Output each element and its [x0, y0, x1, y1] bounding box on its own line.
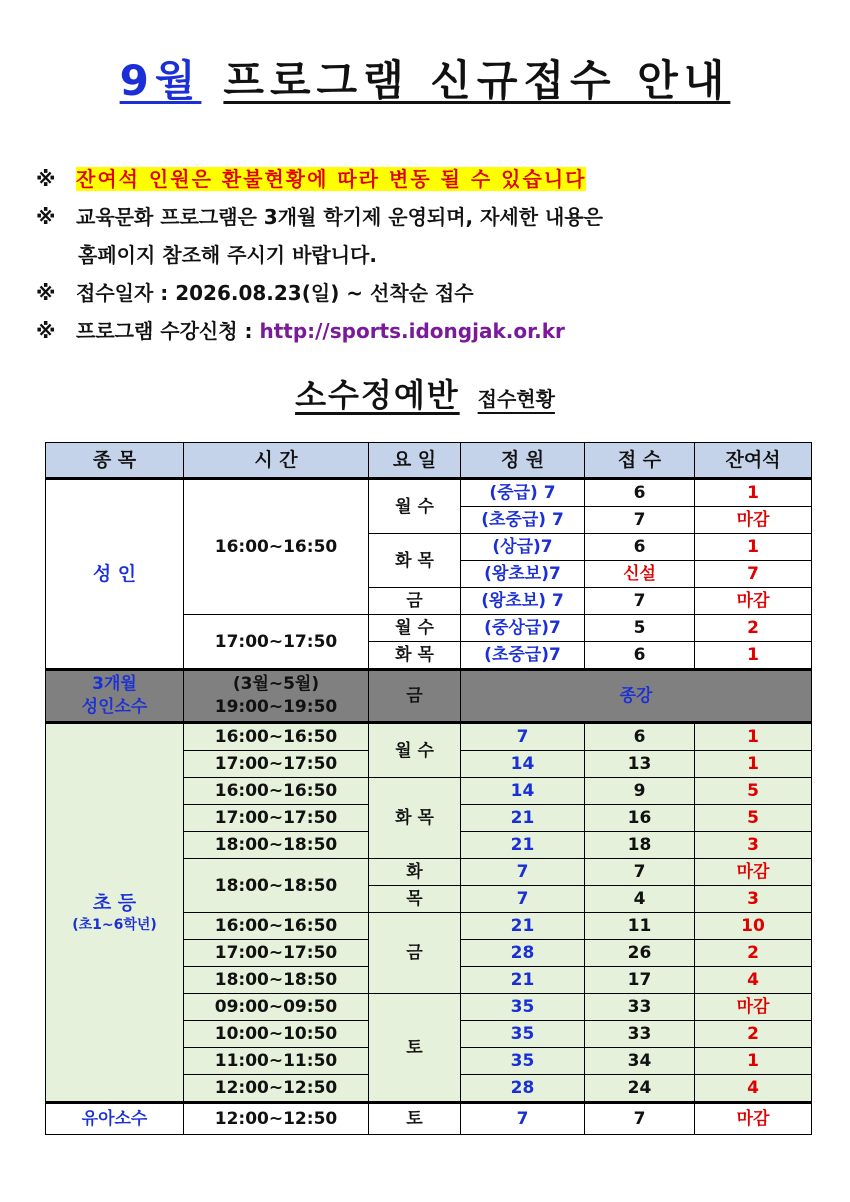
capacity-cell: 21: [461, 832, 585, 859]
day-cell: 금: [369, 670, 461, 723]
reference-mark: ※: [36, 281, 56, 305]
category-adult: 성 인: [46, 479, 184, 670]
time-cell: 16:00~16:50: [184, 778, 369, 805]
header-remaining: 잔여석: [695, 443, 812, 479]
remaining-cell: 5: [695, 778, 812, 805]
remaining-cell: 3: [695, 886, 812, 913]
remaining-cell: 마감: [695, 994, 812, 1021]
notice-2: [36, 198, 836, 236]
page-title: [0, 48, 850, 108]
category-kids-sub: (초1~6학년): [72, 917, 157, 933]
remaining-cell: 7: [695, 561, 812, 588]
day-cell: 토: [369, 994, 461, 1103]
header-capacity: 정 원: [461, 443, 585, 479]
remaining-cell: 3: [695, 832, 812, 859]
day-cell: 화 목: [369, 642, 461, 670]
capacity-cell: 35: [461, 1048, 585, 1075]
header-time: 시 간: [184, 443, 369, 479]
time-cell: 18:00~18:50: [184, 832, 369, 859]
time-cell: 17:00~17:50: [184, 751, 369, 778]
capacity-cell: 7: [461, 723, 585, 751]
registered-cell: 26: [585, 940, 695, 967]
capacity-cell: 28: [461, 940, 585, 967]
category-toddler: 유아소수: [46, 1103, 184, 1135]
time-cell: 16:00~16:50: [184, 723, 369, 751]
category-quarter: [46, 670, 184, 723]
remaining-cell: 10: [695, 913, 812, 940]
remaining-cell: 5: [695, 805, 812, 832]
day-cell: 월 수: [369, 723, 461, 778]
registered-cell: 6: [585, 534, 695, 561]
capacity-cell: 21: [461, 913, 585, 940]
day-cell: 금: [369, 588, 461, 615]
time-cell: 12:00~12:50: [184, 1103, 369, 1135]
registered-cell: 7: [585, 588, 695, 615]
registered-cell: 6: [585, 723, 695, 751]
notice-3: [36, 274, 836, 312]
time-cell: 17:00~17:50: [184, 805, 369, 832]
time-cell: 09:00~09:50: [184, 994, 369, 1021]
remaining-cell: 1: [695, 723, 812, 751]
remaining-cell: 마감: [695, 588, 812, 615]
registered-cell: 7: [585, 1103, 695, 1135]
registered-cell: 16: [585, 805, 695, 832]
day-cell: 화: [369, 859, 461, 886]
registered-cell: 33: [585, 994, 695, 1021]
registration-table: [45, 442, 812, 1135]
header-day: 요 일: [369, 443, 461, 479]
table-header-row: [46, 443, 812, 479]
day-cell: 월 수: [369, 479, 461, 534]
capacity-cell: 35: [461, 1021, 585, 1048]
remaining-cell: 1: [695, 642, 812, 670]
registered-cell: 신설: [585, 561, 695, 588]
section-title-main: 소수정예반: [295, 376, 460, 414]
notice-3-text: 접수일자 : 2026.08.23(일) ~ 선착순 접수: [76, 281, 474, 305]
day-cell: 금: [369, 913, 461, 994]
reference-mark: ※: [36, 319, 56, 343]
category-kids-label: 초 등: [92, 892, 137, 914]
remaining-cell: 4: [695, 1075, 812, 1103]
day-cell: 토: [369, 1103, 461, 1135]
capacity-cell: 14: [461, 751, 585, 778]
remaining-cell: 마감: [695, 507, 812, 534]
header-registered: 접 수: [585, 443, 695, 479]
capacity-cell: (초중급)7: [461, 642, 585, 670]
category-quarter-line1: 3개월: [92, 674, 137, 694]
time-cell: 10:00~10:50: [184, 1021, 369, 1048]
notice-highlight: 잔여석 인원은 환불현황에 따라 변동 될 수 있습니다: [76, 167, 587, 191]
registered-cell: 18: [585, 832, 695, 859]
remaining-cell: 1: [695, 534, 812, 561]
time-cell: 16:00~16:50: [184, 913, 369, 940]
time-cell: 17:00~17:50: [184, 940, 369, 967]
registered-cell: 34: [585, 1048, 695, 1075]
notice-4: [36, 312, 836, 350]
capacity-cell: (왕초보) 7: [461, 588, 585, 615]
capacity-cell: (초중급) 7: [461, 507, 585, 534]
day-cell: 월 수: [369, 615, 461, 642]
category-quarter-line2: 성인소수: [81, 697, 148, 717]
remaining-cell: 2: [695, 615, 812, 642]
remaining-cell: 4: [695, 967, 812, 994]
signup-link[interactable]: http://sports.idongjak.or.kr: [259, 319, 565, 343]
remaining-cell: 2: [695, 940, 812, 967]
capacity-cell: 21: [461, 805, 585, 832]
reference-mark: ※: [36, 167, 56, 191]
capacity-cell: 14: [461, 778, 585, 805]
remaining-cell: 마감: [695, 1103, 812, 1135]
remaining-cell: 1: [695, 479, 812, 507]
table-row: [46, 479, 812, 507]
status-cell: 종강: [461, 670, 812, 723]
registered-cell: 9: [585, 778, 695, 805]
notice-4-label: 프로그램 수강신청 :: [76, 319, 260, 343]
table-row: [46, 723, 812, 751]
remaining-cell: 1: [695, 751, 812, 778]
notice-1: [36, 160, 836, 198]
quarter-time: 19:00~19:50: [214, 697, 338, 717]
remaining-cell: 마감: [695, 859, 812, 886]
header-sport: 종 목: [46, 443, 184, 479]
notice-2-cont: [36, 236, 836, 274]
registered-cell: 24: [585, 1075, 695, 1103]
capacity-cell: (상급)7: [461, 534, 585, 561]
day-cell: 화 목: [369, 778, 461, 859]
registered-cell: 13: [585, 751, 695, 778]
table-row-quarter: [46, 670, 812, 723]
time-cell: 18:00~18:50: [184, 967, 369, 994]
category-kids: [46, 723, 184, 1103]
title-text: 프로그램 신규접수 안내: [223, 56, 731, 105]
table-row-toddler: [46, 1103, 812, 1135]
time-cell: 11:00~11:50: [184, 1048, 369, 1075]
capacity-cell: 21: [461, 967, 585, 994]
capacity-cell: (중급) 7: [461, 479, 585, 507]
registered-cell: 7: [585, 507, 695, 534]
notice-2-text: 교육문화 프로그램은 3개월 학기제 운영되며, 자세한 내용은: [76, 205, 603, 229]
capacity-cell: 28: [461, 1075, 585, 1103]
registered-cell: 5: [585, 615, 695, 642]
time-cell: 12:00~12:50: [184, 1075, 369, 1103]
capacity-cell: 35: [461, 994, 585, 1021]
registered-cell: 4: [585, 886, 695, 913]
capacity-cell: (중상급)7: [461, 615, 585, 642]
capacity-cell: 7: [461, 886, 585, 913]
registered-cell: 11: [585, 913, 695, 940]
registered-cell: 33: [585, 1021, 695, 1048]
time-cell: 16:00~16:50: [184, 479, 369, 615]
capacity-cell: (왕초보)7: [461, 561, 585, 588]
title-month: 9월: [119, 56, 202, 105]
notice-2-text-cont: 홈페이지 참조해 주시기 바랍니다.: [78, 243, 377, 267]
capacity-cell: 7: [461, 1103, 585, 1135]
reference-mark: ※: [36, 205, 56, 229]
notice-list: [36, 160, 836, 350]
time-cell: 18:00~18:50: [184, 859, 369, 913]
remaining-cell: 2: [695, 1021, 812, 1048]
section-title-sub: 접수현황: [477, 387, 555, 411]
time-cell: [184, 670, 369, 723]
registered-cell: 6: [585, 479, 695, 507]
day-cell: 목: [369, 886, 461, 913]
registered-cell: 17: [585, 967, 695, 994]
quarter-period: (3월~5월): [232, 674, 320, 694]
remaining-cell: 1: [695, 1048, 812, 1075]
capacity-cell: 7: [461, 859, 585, 886]
section-title: [0, 370, 850, 416]
registered-cell: 7: [585, 859, 695, 886]
registered-cell: 6: [585, 642, 695, 670]
time-cell: 17:00~17:50: [184, 615, 369, 670]
day-cell: 화 목: [369, 534, 461, 588]
